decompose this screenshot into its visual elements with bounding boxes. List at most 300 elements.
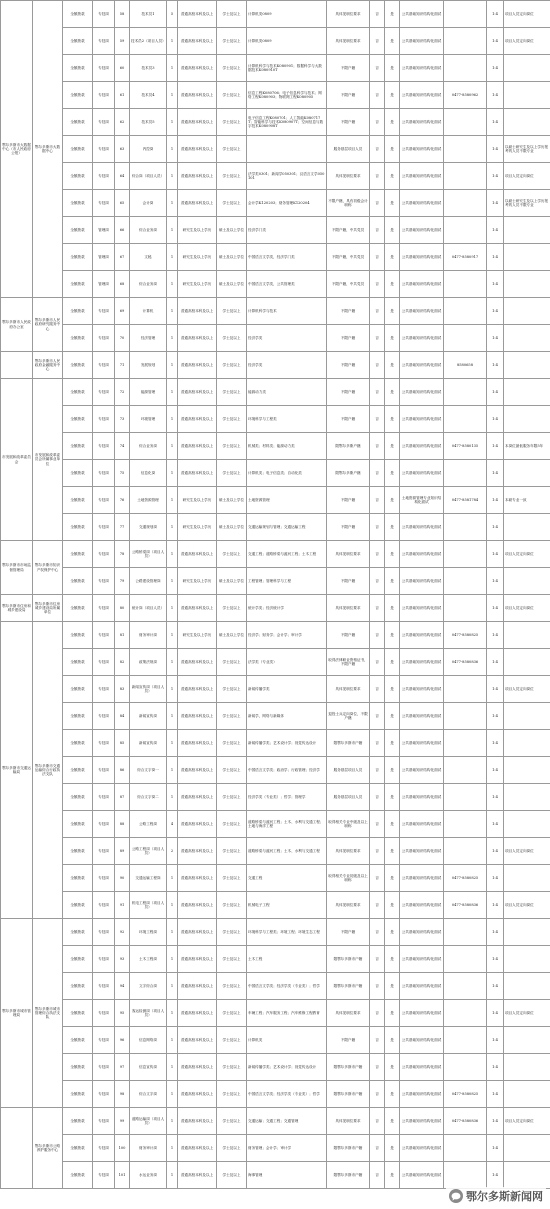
cell-contact-phone — [444, 919, 487, 946]
cell-post-category: 专技岗 — [93, 1108, 115, 1135]
cell-post-number: 86 — [115, 757, 130, 784]
cell-major: 计算机科学与技术K080901；数据科学与大数据技术K080910T — [247, 55, 327, 82]
cell-post-number: 78 — [115, 541, 130, 568]
cell-major: 电子信息工程K080701；人工智能K080717T；智能科学与技术K080907T；空间信息与数字技术K080908T — [247, 109, 327, 136]
cell-unit: 鄂尔多斯市交通运输综合行政执法支队 — [33, 622, 63, 919]
cell-contact-phone — [444, 946, 487, 973]
cell-restriction-a: 否 — [370, 703, 385, 730]
cell-major: 新闻传播学类 — [247, 676, 327, 703]
cell-education: 普通高校本科及以上 — [178, 82, 217, 109]
cell-restriction-a: 否 — [370, 541, 385, 568]
cell-exam-type: 公共基础知识结构化面试 — [400, 406, 444, 433]
cell-post-number: 70 — [115, 325, 130, 352]
cell-unit: 鄂尔多斯市知识产权保护中心 — [33, 541, 63, 595]
cell-restriction-a: 否 — [370, 1054, 385, 1081]
cell-post-name: 综合业务岗 — [130, 433, 167, 460]
cell-major: 能源动力类 — [247, 379, 327, 406]
cell-education: 普通高校本科及以上 — [178, 190, 217, 217]
cell-education: 普通高校本科及以上 — [178, 1081, 217, 1108]
cell-contact-phone: 0477-8580836 — [444, 1108, 487, 1135]
cell-post-name: 技术员2（项目人员） — [130, 28, 167, 55]
cell-post-name: 信息网络岗 — [130, 1027, 167, 1054]
cell-other-conditions: 限鄂尔多斯市户籍 — [327, 1081, 370, 1108]
cell-post-category: 专技岗 — [93, 190, 115, 217]
cell-unit: 鄂尔多斯市公路养护服务中心 — [33, 1108, 63, 1189]
cell-post-name: 信息化岗 — [130, 460, 167, 487]
table-row — [1, 163, 550, 190]
cell-restriction-a: 否 — [370, 568, 385, 595]
cell-major: 中国语言文学类；经济学类（专业类）；哲学 — [247, 973, 327, 1000]
cell-exam-type: 公共基础知识结构化面试 — [400, 649, 444, 676]
cell-post-number: 73 — [115, 406, 130, 433]
cell-restriction-b: 是 — [385, 136, 400, 163]
cell-fund-type: 全额拨款 — [63, 487, 93, 514]
cell-restriction-a: 否 — [370, 1000, 385, 1027]
cell-restriction-a: 否 — [370, 622, 385, 649]
table-row — [1, 352, 550, 379]
cell-fund-type: 全额拨款 — [63, 1, 93, 28]
cell-exam-type: 公共基础知识结构化面试 — [400, 244, 444, 271]
cell-remarks — [504, 82, 550, 109]
cell-restriction-a: 否 — [370, 730, 385, 757]
cell-remarks: 项目人员定向岗位 — [504, 163, 550, 190]
cell-restriction-a: 否 — [370, 109, 385, 136]
cell-education: 普通高校本科及以上 — [178, 325, 217, 352]
cell-post-category: 专技岗 — [93, 379, 115, 406]
cell-contact-phone — [444, 298, 487, 325]
cell-restriction-a: 否 — [370, 1162, 385, 1189]
table-row — [1, 730, 550, 757]
cell-hire-count: 1 — [167, 1027, 178, 1054]
cell-fund-type: 全额拨款 — [63, 892, 93, 919]
cell-restriction-a: 否 — [370, 595, 385, 622]
cell-education: 普通高校本科及以上 — [178, 541, 217, 568]
cell-fund-type: 全额拨款 — [63, 568, 93, 595]
cell-education: 普通高校本科及以上 — [178, 136, 217, 163]
cell-post-number: 66 — [115, 217, 130, 244]
cell-restriction-b: 是 — [385, 109, 400, 136]
table-row — [1, 136, 550, 163]
cell-contact-phone — [444, 1000, 487, 1027]
cell-contact-phone — [444, 55, 487, 82]
cell-degree: 学士及以上 — [217, 649, 247, 676]
cell-post-number: 67 — [115, 244, 130, 271]
cell-exam-type: 公共基础知识结构化面试 — [400, 325, 444, 352]
cell-other-conditions: 服务基层项目人员 — [327, 136, 370, 163]
cell-post-category: 专技岗 — [93, 298, 115, 325]
cell-remarks — [504, 406, 550, 433]
cell-post-category: 专技岗 — [93, 352, 115, 379]
cell-remarks — [504, 379, 550, 406]
cell-restriction-b: 是 — [385, 379, 400, 406]
cell-major: 新闻传播学类；艺术设计学；视觉传达设计 — [247, 730, 327, 757]
cell-other-conditions: 具体见职位要求 — [327, 676, 370, 703]
cell-other-conditions: 具体见职位要求 — [327, 838, 370, 865]
cell-post-name: 新闻宣传岗 — [130, 730, 167, 757]
table-row — [1, 244, 550, 271]
cell-other-conditions: 具体见职位要求 — [327, 1108, 370, 1135]
cell-department: 鄂尔多斯市人民政府办公室 — [1, 298, 33, 352]
cell-post-category: 专技岗 — [93, 1027, 115, 1054]
cell-post-category: 专技岗 — [93, 82, 115, 109]
cell-contact-phone — [444, 406, 487, 433]
cell-contact-phone: 8580658 — [444, 352, 487, 379]
cell-degree: 学士及以上 — [217, 1027, 247, 1054]
cell-post-number: 77 — [115, 514, 130, 541]
cell-restriction-b: 是 — [385, 892, 400, 919]
cell-major: 海事管理 — [247, 1162, 327, 1189]
cell-restriction-a: 否 — [370, 433, 385, 460]
cell-contact-phone — [444, 730, 487, 757]
cell-post-number: 93 — [115, 946, 130, 973]
cell-education: 普通高校本科及以上 — [178, 919, 217, 946]
cell-post-name: 公路建设管理岗 — [130, 568, 167, 595]
cell-restriction-a: 否 — [370, 1135, 385, 1162]
cell-restriction-a: 否 — [370, 919, 385, 946]
cell-post-category: 专技岗 — [93, 433, 115, 460]
cell-fund-type: 全额拨款 — [63, 1162, 93, 1189]
cell-ratio: 1:4 — [487, 190, 504, 217]
cell-major: 中国语言文学类，经济学门类 — [247, 244, 327, 271]
cell-hire-count: 1 — [167, 109, 178, 136]
cell-degree: 硕士及以上学位 — [217, 514, 247, 541]
cell-major: 交通运输；交通工程；交通管理 — [247, 1108, 327, 1135]
cell-hire-count: 1 — [167, 271, 178, 298]
cell-unit: 鄂尔多斯市城市管理综合执法支队 — [33, 919, 63, 1108]
cell-other-conditions: 不限户籍，中共党员 — [327, 271, 370, 298]
cell-ratio: 1:4 — [487, 946, 504, 973]
cell-degree: 学士及以上 — [217, 541, 247, 568]
cell-hire-count: 1 — [167, 703, 178, 730]
cell-fund-type: 全额拨款 — [63, 865, 93, 892]
cell-fund-type: 全额拨款 — [63, 298, 93, 325]
cell-post-category: 专技岗 — [93, 838, 115, 865]
cell-remarks — [504, 649, 550, 676]
cell-exam-type: 公共基础知识结构化面试 — [400, 541, 444, 568]
watermark-text: 鄂尔多斯新闻网 — [466, 1190, 543, 1203]
cell-ratio: 1:4 — [487, 1027, 504, 1054]
cell-degree: 学士及以上 — [217, 595, 247, 622]
cell-post-category: 管理岗 — [93, 271, 115, 298]
cell-post-name: 综合文字岗 — [130, 1081, 167, 1108]
cell-post-name: 环境管理 — [130, 406, 167, 433]
cell-hire-count: 1 — [167, 568, 178, 595]
cell-remarks: 以硕士研究生及以上学历报考的人员不限专业 — [504, 190, 550, 217]
cell-hire-count: 2 — [167, 838, 178, 865]
cell-remarks — [504, 622, 550, 649]
cell-fund-type: 全额拨款 — [63, 1135, 93, 1162]
cell-education: 普通高校本科及以上 — [178, 1135, 217, 1162]
cell-fund-type: 全额拨款 — [63, 730, 93, 757]
table-row — [1, 784, 550, 811]
cell-major: 计算机类0809 — [247, 28, 327, 55]
cell-exam-type: 公共基础知识结构化面试 — [400, 217, 444, 244]
cell-exam-type: 公共基础知识结构化面试 — [400, 55, 444, 82]
cell-remarks: 本硕专业一致 — [504, 487, 550, 514]
cell-post-number: 62 — [115, 109, 130, 136]
cell-post-name: 发展规划 — [130, 352, 167, 379]
cell-ratio: 1:4 — [487, 1, 504, 28]
cell-exam-type: 土地资源管理专业知识结构化面试 — [400, 487, 444, 514]
cell-ratio: 1:4 — [487, 730, 504, 757]
cell-hire-count: 1 — [167, 865, 178, 892]
cell-post-number: 74 — [115, 433, 130, 460]
cell-remarks — [504, 217, 550, 244]
cell-degree: 硕士及以上学位 — [217, 487, 247, 514]
cell-exam-type: 公共基础知识结构化面试 — [400, 136, 444, 163]
cell-major: 中国语言文学类，公共管理类 — [247, 271, 327, 298]
cell-other-conditions: 不限户籍 — [327, 55, 370, 82]
cell-remarks — [504, 730, 550, 757]
cell-education: 研究生及以上学历 — [178, 568, 217, 595]
cell-contact-phone — [444, 1162, 487, 1189]
cell-remarks: 项目人员定向岗位 — [504, 1000, 550, 1027]
cell-exam-type: 公共基础知识结构化面试 — [400, 1027, 444, 1054]
cell-contact-phone — [444, 1, 487, 28]
table-row — [1, 298, 550, 325]
cell-education: 普通高校本科及以上 — [178, 1000, 217, 1027]
cell-exam-type: 公共基础知识结构化面试 — [400, 1, 444, 28]
cell-exam-type: 公共基础知识结构化面试 — [400, 460, 444, 487]
cell-remarks: 项目人员定向岗位 — [504, 1, 550, 28]
cell-post-name: 财务审计岗 — [130, 1135, 167, 1162]
cell-exam-type: 公共基础知识结构化面试 — [400, 190, 444, 217]
cell-post-name: 新闻宣传岗 — [130, 703, 167, 730]
cell-restriction-b: 是 — [385, 1027, 400, 1054]
cell-ratio: 1:4 — [487, 919, 504, 946]
table-row — [1, 55, 550, 82]
cell-contact-phone: 0477-8580962 — [444, 82, 487, 109]
cell-fund-type: 全额拨款 — [63, 460, 93, 487]
cell-contact-phone — [444, 379, 487, 406]
cell-ratio: 1:4 — [487, 298, 504, 325]
cell-education: 普通高校本科及以上 — [178, 946, 217, 973]
table-row — [1, 1108, 550, 1135]
cell-degree: 学士及以上 — [217, 298, 247, 325]
cell-degree: 学士及以上 — [217, 109, 247, 136]
cell-post-number: 97 — [115, 1054, 130, 1081]
cell-major: 经济学类 — [247, 325, 327, 352]
cell-post-number: 99 — [115, 1108, 130, 1135]
cell-contact-phone — [444, 109, 487, 136]
cell-post-name: 交通规划岗 — [130, 514, 167, 541]
cell-other-conditions: 取得法律职业资格证书，不限户籍 — [327, 649, 370, 676]
cell-degree: 学士及以上 — [217, 379, 247, 406]
cell-other-conditions: 不限户籍 — [327, 919, 370, 946]
cell-other-conditions: 限鄂尔多斯户籍 — [327, 460, 370, 487]
cell-exam-type: 公共基础知识结构化面试 — [400, 109, 444, 136]
cell-post-name: 综合文字岗二 — [130, 784, 167, 811]
cell-post-number: 95 — [115, 1000, 130, 1027]
cell-ratio: 1:4 — [487, 352, 504, 379]
cell-education: 普通高校本科及以上 — [178, 1054, 217, 1081]
cell-exam-type: 公共基础知识结构化面试 — [400, 811, 444, 838]
cell-major: 经济学门类 — [247, 217, 327, 244]
cell-post-category: 专技岗 — [93, 1135, 115, 1162]
cell-restriction-b: 是 — [385, 784, 400, 811]
cell-post-number: 59 — [115, 28, 130, 55]
cell-fund-type: 全额拨款 — [63, 109, 93, 136]
cell-restriction-b: 是 — [385, 1000, 400, 1027]
cell-post-category: 专技岗 — [93, 460, 115, 487]
cell-post-number: 84 — [115, 703, 130, 730]
cell-ratio: 1:4 — [487, 1081, 504, 1108]
cell-remarks: 项目人员定向岗位 — [504, 892, 550, 919]
cell-fund-type: 全额拨款 — [63, 379, 93, 406]
cell-other-conditions: 不限户籍，具有初级会计职称 — [327, 190, 370, 217]
cell-ratio: 1:4 — [487, 811, 504, 838]
cell-major: 机械类；材料类；能源动力类 — [247, 433, 327, 460]
table-row — [1, 838, 550, 865]
cell-post-category: 专技岗 — [93, 649, 115, 676]
cell-department: 鄂尔多斯市大数据中心（市人民政府公报） — [1, 1, 33, 298]
cell-post-category: 专技岗 — [93, 757, 115, 784]
cell-hire-count: 1 — [167, 973, 178, 1000]
cell-other-conditions: 具体见职位要求 — [327, 1, 370, 28]
cell-degree: 学士及以上 — [217, 406, 247, 433]
cell-post-category: 专技岗 — [93, 784, 115, 811]
cell-education: 普通高校本科及以上 — [178, 730, 217, 757]
cell-major: 道路桥梁与渡河工程；土木、水利与交通工程 — [247, 838, 327, 865]
cell-remarks — [504, 109, 550, 136]
cell-restriction-a: 否 — [370, 379, 385, 406]
cell-post-number: 83 — [115, 676, 130, 703]
cell-post-number: 63 — [115, 136, 130, 163]
cell-unit: 鄂尔多斯市住房城乡建设局所属单位 — [33, 595, 63, 622]
cell-restriction-a: 否 — [370, 946, 385, 973]
cell-post-name: 技术员4 — [130, 82, 167, 109]
cell-remarks — [504, 784, 550, 811]
cell-department — [1, 352, 33, 379]
cell-major: 土木工程 — [247, 946, 327, 973]
cell-fund-type: 全额拨款 — [63, 919, 93, 946]
cell-post-category: 专技岗 — [93, 676, 115, 703]
cell-post-number: 58 — [115, 1, 130, 28]
cell-exam-type: 公共基础知识结构化面试 — [400, 1054, 444, 1081]
cell-restriction-a: 否 — [370, 271, 385, 298]
cell-exam-type: 公共基础知识结构化面试 — [400, 865, 444, 892]
cell-degree: 学士及以上 — [217, 973, 247, 1000]
cell-post-category: 专技岗 — [93, 1000, 115, 1027]
cell-post-category: 专技岗 — [93, 487, 115, 514]
cell-ratio: 1:4 — [487, 1135, 504, 1162]
cell-fund-type: 全额拨款 — [63, 676, 93, 703]
cell-education: 普通高校本科及以上 — [178, 298, 217, 325]
cell-remarks — [504, 946, 550, 973]
cell-other-conditions: 服务基层项目人员 — [327, 784, 370, 811]
cell-hire-count: 1 — [167, 1162, 178, 1189]
cell-remarks — [504, 55, 550, 82]
cell-post-name: 技术员1 — [130, 1, 167, 28]
cell-other-conditions: 限鄂尔多斯市户籍 — [327, 1054, 370, 1081]
cell-restriction-a: 否 — [370, 298, 385, 325]
cell-major: 环境科学与工程类 — [247, 406, 327, 433]
cell-exam-type: 公共基础知识结构化面试 — [400, 1162, 444, 1189]
cell-post-number: 69 — [115, 298, 130, 325]
cell-fund-type: 全额拨款 — [63, 406, 93, 433]
cell-contact-phone: 0477-8580825 — [444, 865, 487, 892]
cell-degree: 硕士及以上学位 — [217, 244, 247, 271]
cell-post-category: 专技岗 — [93, 406, 115, 433]
cell-post-number: 65 — [115, 190, 130, 217]
cell-other-conditions: 限鄂尔多斯户籍 — [327, 433, 370, 460]
cell-post-category: 专技岗 — [93, 811, 115, 838]
cell-restriction-b: 是 — [385, 163, 400, 190]
cell-education: 普通高校本科及以上 — [178, 28, 217, 55]
cell-hire-count: 1 — [167, 892, 178, 919]
cell-contact-phone — [444, 568, 487, 595]
cell-fund-type: 全额拨款 — [63, 514, 93, 541]
cell-restriction-b: 是 — [385, 838, 400, 865]
cell-post-number: 75 — [115, 460, 130, 487]
cell-hire-count: 1 — [167, 460, 178, 487]
cell-contact-phone — [444, 811, 487, 838]
cell-post-category: 专技岗 — [93, 730, 115, 757]
cell-contact-phone — [444, 136, 487, 163]
cell-ratio: 1:4 — [487, 1162, 504, 1189]
cell-exam-type: 公共基础知识结构化面试 — [400, 298, 444, 325]
cell-major — [247, 136, 327, 163]
cell-remarks: 项目人员定向岗位 — [504, 28, 550, 55]
cell-remarks — [504, 919, 550, 946]
cell-exam-type: 公共基础知识结构化面试 — [400, 757, 444, 784]
cell-restriction-b: 是 — [385, 460, 400, 487]
cell-degree: 学士及以上 — [217, 676, 247, 703]
cell-restriction-a: 否 — [370, 892, 385, 919]
cell-fund-type: 全额拨款 — [63, 838, 93, 865]
cell-post-category: 专技岗 — [93, 865, 115, 892]
cell-department: 鄂尔多斯市住房和城乡建设局 — [1, 595, 33, 622]
cell-fund-type: 全额拨款 — [63, 622, 93, 649]
table-row — [1, 757, 550, 784]
cell-hire-count: 1 — [167, 163, 178, 190]
cell-post-name: 道路运输岗（项目人员） — [130, 1108, 167, 1135]
cell-post-name: 统计岗（项目人员） — [130, 595, 167, 622]
cell-post-number: 76 — [115, 487, 130, 514]
cell-other-conditions: 不限户籍 — [327, 325, 370, 352]
cell-major: 车辆工程；汽车服务工程；汽车维修工程教育 — [247, 1000, 327, 1027]
cell-major: 经济学类 — [247, 352, 327, 379]
cell-remarks — [504, 1027, 550, 1054]
cell-contact-phone — [444, 217, 487, 244]
cell-unit: 鄂尔多斯市人民政府金融服务中心 — [33, 352, 63, 379]
cell-contact-phone — [444, 1027, 487, 1054]
cell-post-number: 100 — [115, 1135, 130, 1162]
cell-ratio: 1:4 — [487, 109, 504, 136]
cell-fund-type: 全额拨款 — [63, 784, 93, 811]
cell-post-category: 专技岗 — [93, 1162, 115, 1189]
cell-contact-phone — [444, 676, 487, 703]
cell-fund-type: 全额拨款 — [63, 595, 93, 622]
table-row — [1, 1, 550, 28]
cell-post-name: 财务审计岗 — [130, 622, 167, 649]
cell-hire-count: 1 — [167, 190, 178, 217]
cell-degree: 学士及以上 — [217, 190, 247, 217]
cell-exam-type: 公共基础知识结构化面试 — [400, 622, 444, 649]
cell-fund-type: 全额拨款 — [63, 1000, 93, 1027]
cell-education: 普通高校本科及以上 — [178, 649, 217, 676]
cell-fund-type: 全额拨款 — [63, 1108, 93, 1135]
cell-ratio: 1:4 — [487, 433, 504, 460]
cell-ratio: 1:4 — [487, 757, 504, 784]
cell-restriction-b: 是 — [385, 919, 400, 946]
cell-ratio: 1:4 — [487, 379, 504, 406]
cell-ratio: 1:4 — [487, 595, 504, 622]
cell-restriction-b: 是 — [385, 676, 400, 703]
cell-post-category: 专技岗 — [93, 1081, 115, 1108]
cell-contact-phone — [444, 1054, 487, 1081]
cell-post-category: 专技岗 — [93, 541, 115, 568]
